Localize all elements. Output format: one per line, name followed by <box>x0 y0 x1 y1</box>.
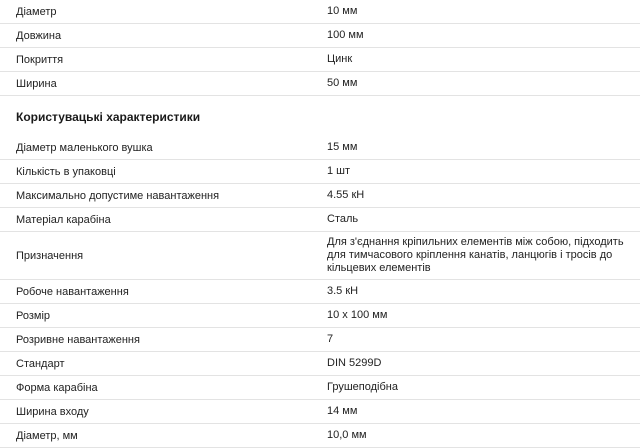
section-title: Користувацькі характеристики <box>16 110 201 124</box>
spec-label: Кількість в упаковці <box>16 165 116 178</box>
spec-row <box>0 328 640 352</box>
spec-value: 14 мм <box>327 405 358 417</box>
spec-label: Ширина входу <box>16 405 89 418</box>
spec-label: Довжина <box>16 29 62 42</box>
spec-row <box>0 352 640 376</box>
spec-value: 10,0 мм <box>327 429 367 441</box>
spec-label: Розривне навантаження <box>16 333 140 346</box>
spec-label: Робоче навантаження <box>16 285 129 298</box>
spec-value: Цинк <box>327 53 353 65</box>
spec-value: 15 мм <box>327 141 358 153</box>
spec-row <box>0 304 640 328</box>
specs-table-top <box>0 0 640 96</box>
spec-label: Матеріал карабіна <box>16 213 111 226</box>
spec-value: Грушеподібна <box>327 381 398 393</box>
spec-row <box>0 48 640 72</box>
spec-row <box>0 184 640 208</box>
spec-label: Покриття <box>16 53 64 66</box>
spec-value: 7 <box>327 333 334 345</box>
spec-label: Діаметр, мм <box>16 429 78 442</box>
spec-value: 3.5 кН <box>327 285 359 297</box>
spec-row <box>0 424 640 448</box>
spec-row <box>0 376 640 400</box>
spec-row <box>0 136 640 160</box>
spec-label: Форма карабіна <box>16 381 98 394</box>
spec-row <box>0 160 640 184</box>
spec-row <box>0 280 640 304</box>
spec-row <box>0 0 640 24</box>
spec-label: Діаметр маленького вушка <box>16 141 153 154</box>
spec-value: 10 мм <box>327 5 358 17</box>
spec-label: Ширина <box>16 77 57 90</box>
specs-table-user <box>0 136 640 448</box>
spec-value: Сталь <box>327 213 359 225</box>
spec-label: Розмір <box>16 309 51 322</box>
spec-value: 100 мм <box>327 29 364 41</box>
spec-row <box>0 400 640 424</box>
spec-value: 10 х 100 мм <box>327 309 388 321</box>
spec-value: DIN 5299D <box>327 357 382 369</box>
spec-value: Для з'єднання кріпильних елементів між собою, підходить для тимчасового кріплення канатів, ланцюгів і тросів до кільцевих елементів <box>327 236 624 274</box>
spec-label: Призначення <box>16 249 84 262</box>
spec-row <box>0 24 640 48</box>
spec-row <box>0 208 640 232</box>
spec-value: 50 мм <box>327 77 358 89</box>
spec-row <box>0 72 640 96</box>
spec-value: 1 шт <box>327 165 351 177</box>
spec-label: Стандарт <box>16 357 65 370</box>
spec-label: Діаметр <box>16 5 57 18</box>
spec-value: 4.55 кН <box>327 189 365 201</box>
spec-row <box>0 232 640 280</box>
spec-label: Максимально допустиме навантаження <box>16 189 220 202</box>
